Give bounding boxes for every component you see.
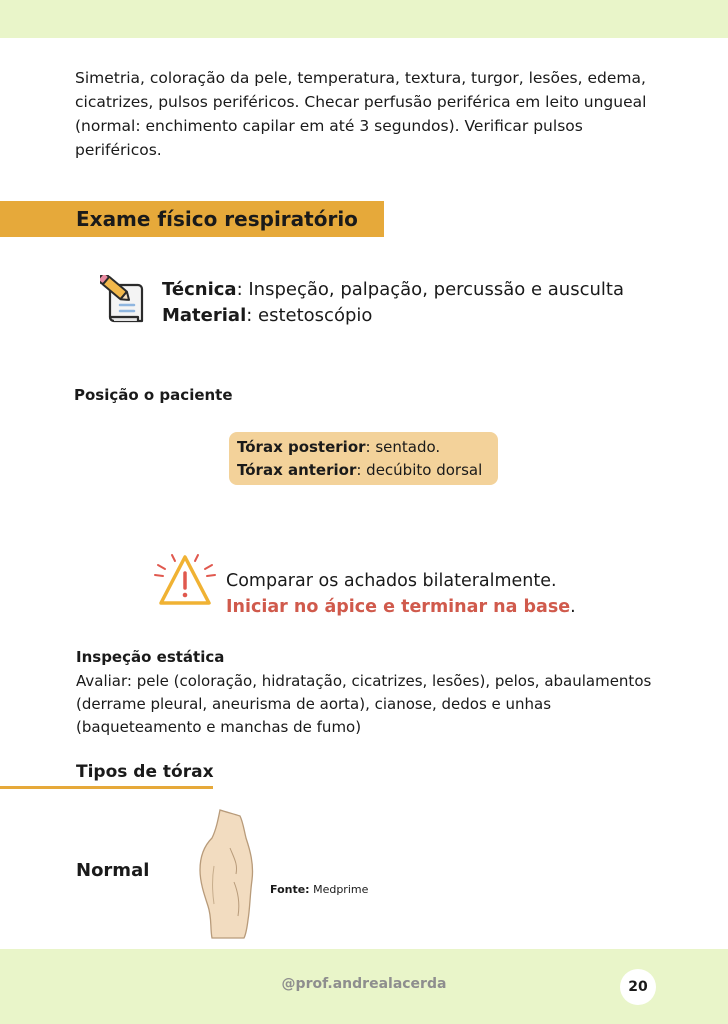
- anterior-value: : decúbito dorsal: [356, 461, 483, 479]
- warning-line-1: Comparar os achados bilateralmente.: [226, 571, 557, 591]
- image-source: [270, 883, 368, 896]
- heading-underline: [0, 786, 213, 789]
- warning-text: [226, 568, 576, 620]
- technique-value: : Inspeção, palpação, percussão e ausculta: [236, 279, 624, 300]
- posterior-line: [237, 436, 498, 459]
- inspection-body: Avaliar: pele (coloração, hidratação, cicatrizes, lesões), pelos, abaulamentos (derrame pleural, aneurisma de aorta), cianose, dedos e unhas (baqueteamento e manchas de fumo): [76, 672, 652, 736]
- normal-thorax-label: Normal: [76, 860, 150, 881]
- warning-line-2: [226, 594, 576, 620]
- anterior-line: [237, 459, 498, 482]
- source-label: Fonte:: [270, 883, 310, 896]
- normal-thorax-illustration: [190, 808, 262, 940]
- intro-paragraph: Simetria, coloração da pele, temperatura, textura, turgor, lesões, edema, cicatrizes, pulsos periféricos. Checar perfusão periférica em leito ungueal (normal: enchimento capilar em até 3 segundos). Verificar pulsos periféricos.: [75, 69, 647, 159]
- source-value: Medprime: [309, 883, 369, 896]
- material-value: : estetoscópio: [246, 305, 373, 326]
- thorax-types-heading: Tipos de tórax: [76, 762, 214, 782]
- section-title: Exame físico respiratório: [76, 207, 358, 231]
- header-band: [0, 0, 728, 38]
- position-heading: Posição o paciente: [74, 386, 233, 404]
- pencil-document-icon: [100, 275, 152, 327]
- author-handle: @prof.andrealacerda: [281, 976, 447, 992]
- material-line: [162, 303, 624, 329]
- warning-period: .: [570, 597, 576, 617]
- warning-emphasis: Iniciar no ápice e terminar na base: [226, 597, 571, 617]
- inspection-heading: Inspeção estática: [76, 648, 225, 666]
- technique-line: [162, 277, 624, 303]
- warning-triangle-icon: [152, 551, 218, 609]
- page-number: 20: [620, 969, 656, 1005]
- technique-block: [162, 277, 624, 329]
- position-box: [229, 432, 498, 485]
- material-label: Material: [162, 305, 247, 326]
- posterior-label: Tórax posterior: [237, 438, 366, 456]
- anterior-label: Tórax anterior: [237, 461, 357, 479]
- posterior-value: : sentado.: [365, 438, 441, 456]
- technique-label: Técnica: [162, 279, 237, 300]
